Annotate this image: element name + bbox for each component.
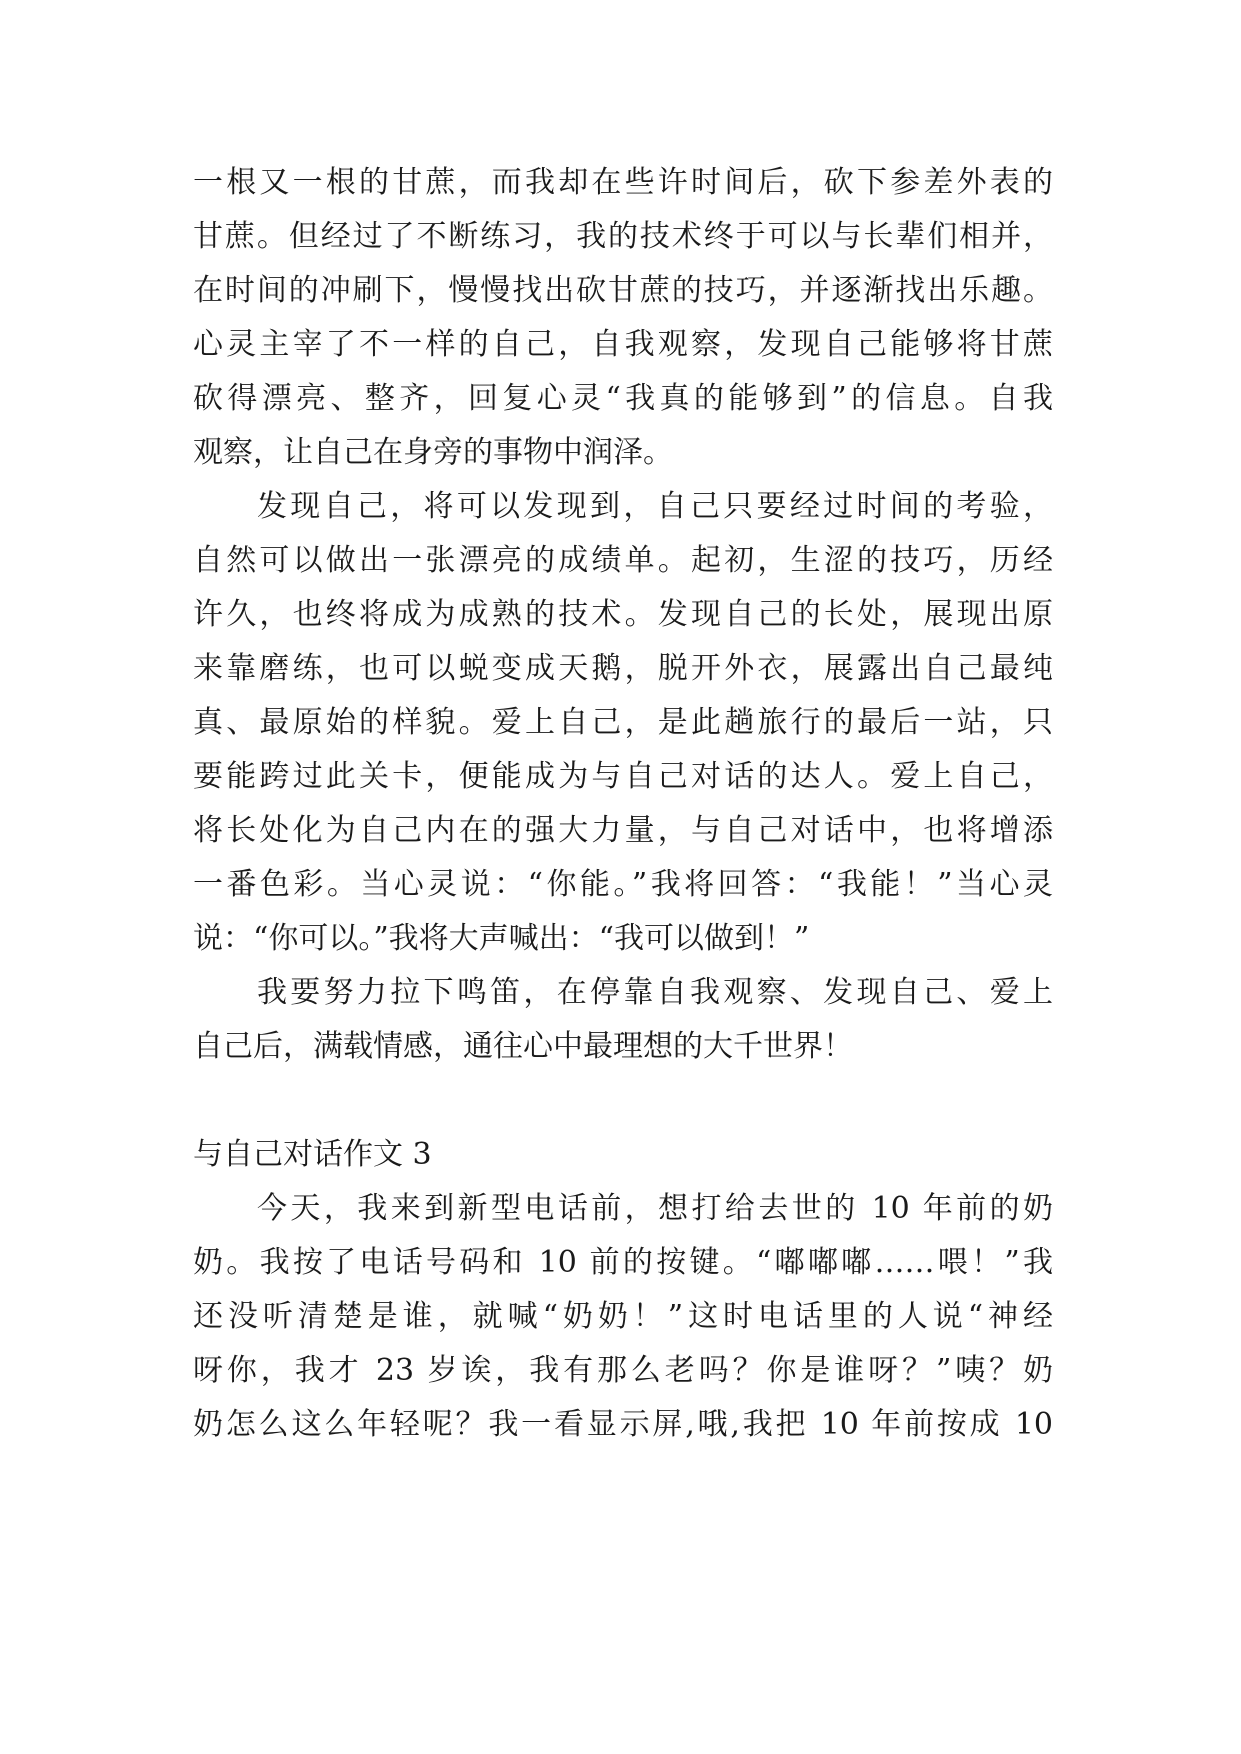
paragraph-line: 奶。我按了电话号码和 10 前的按键。“嘟嘟嘟……喂！”我: [193, 1245, 1053, 1280]
paragraph-line: 心灵主宰了不一样的自己，自我观察，发现自己能够将甘蔗: [193, 327, 1053, 362]
paragraph-line: 甘蔗。但经过了不断练习，我的技术终于可以与长辈们相并，: [193, 219, 1053, 254]
paragraph-line: 说：“你可以。”我将大声喊出：“我可以做到！”: [193, 921, 810, 956]
paragraph-line: 呀你，我才 23 岁诶，我有那么老吗？你是谁呀？”咦？奶: [193, 1353, 1053, 1388]
paragraph-line: 一番色彩。当心灵说：“你能。”我将回答：“我能！”当心灵: [193, 867, 1053, 902]
paragraph-line: 来靠磨练，也可以蜕变成天鹅，脱开外衣，展露出自己最纯: [193, 651, 1053, 686]
paragraph-line: 一根又一根的甘蔗，而我却在些许时间后，砍下参差外表的: [193, 165, 1053, 200]
paragraph-line: 要能跨过此关卡，便能成为与自己对话的达人。爱上自己，: [193, 759, 1053, 794]
paragraph-line: 在时间的冲刷下，慢慢找出砍甘蔗的技巧，并逐渐找出乐趣。: [193, 273, 1053, 308]
paragraph-line: 观察，让自己在身旁的事物中润泽。: [193, 435, 673, 470]
paragraph-line: 自己后，满载情感，通往心中最理想的大千世界！: [193, 1029, 853, 1064]
paragraph-line: 发现自己，将可以发现到，自己只要经过时间的考验，: [257, 489, 1053, 524]
paragraph-line: 奶怎么这么年轻呢？我一看显示屏,哦,我把 10 年前按成 10: [193, 1407, 1053, 1442]
paragraph-line: 许久，也终将成为成熟的技术。发现自己的长处，展现出原: [193, 597, 1053, 632]
paragraph-line: 真、最原始的样貌。爱上自己，是此趟旅行的最后一站，只: [193, 705, 1053, 740]
paragraph-line: 还没听清楚是谁，就喊“奶奶！”这时电话里的人说“神经: [193, 1299, 1053, 1334]
paragraph-line: 今天，我来到新型电话前，想打给去世的 10 年前的奶: [257, 1191, 1053, 1226]
paragraph-line: 自然可以做出一张漂亮的成绩单。起初，生涩的技巧，历经: [193, 543, 1053, 578]
paragraph-line: 我要努力拉下鸣笛，在停靠自我观察、发现自己、爱上: [257, 975, 1053, 1010]
paragraph-line: 砍得漂亮、整齐，回复心灵“我真的能够到”的信息。自我: [193, 381, 1053, 416]
section-heading: 与自己对话作文 3: [193, 1137, 432, 1172]
paragraph-line: 将长处化为自己内在的强大力量，与自己对话中，也将增添: [193, 813, 1053, 848]
